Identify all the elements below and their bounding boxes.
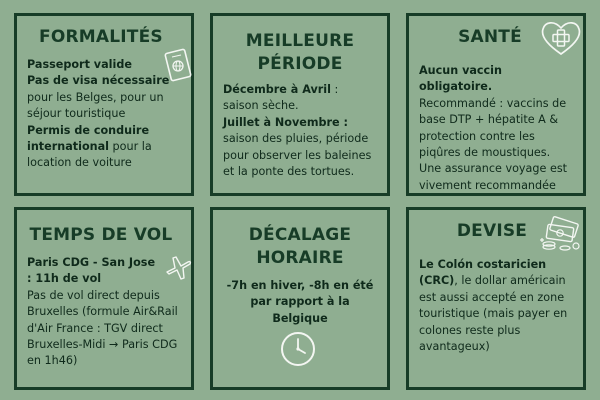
text: pour les Belges, pour un séjour touristique	[27, 90, 164, 121]
text-bold: Permis de conduire international	[27, 123, 150, 154]
clock-icon	[279, 330, 317, 368]
card-title: TEMPS DE VOL	[29, 225, 173, 245]
title-line: DÉCALAGE	[248, 225, 352, 245]
text-bold: Décembre à Avril	[223, 83, 331, 96]
text-bold: Passeport valide	[27, 58, 132, 71]
text-bold: Aucun vaccin obligatoire.	[419, 64, 502, 94]
card-body	[419, 63, 573, 194]
card-meilleure-periode	[210, 13, 390, 196]
title-line: HORAIRE	[256, 248, 344, 268]
text: pour la location de voiture	[27, 140, 152, 170]
text: saison des pluies, période pour observer les baleines et la ponte des tortues.	[223, 132, 372, 179]
card-title: FORMALITÉS	[39, 27, 163, 47]
text-bold: Le Colón costaricien (CRC)	[419, 258, 547, 288]
text-bold: Paris CDG - San Jose : 11h de vol	[27, 256, 156, 286]
card-title: SANTÉ	[458, 27, 522, 47]
text: : saison sèche.	[223, 83, 339, 113]
card-decalage-horaire	[210, 207, 390, 390]
card-title	[223, 224, 377, 270]
text-bold: Juillet à Novembre :	[223, 115, 348, 129]
text: , le dollar américain est aussi accepté en zone touristique (mais payer en colones reste plus avantageux)	[419, 274, 568, 354]
text-bold: Pas de visa nécessaire	[27, 74, 170, 88]
money-icon	[539, 216, 583, 254]
card-body	[27, 57, 181, 172]
card-formalites	[14, 13, 194, 196]
title-line: PÉRIODE	[257, 54, 343, 74]
card-temps-de-vol	[14, 207, 194, 390]
card-title: DEVISE	[456, 221, 528, 241]
card-devise	[406, 207, 586, 390]
text: Recommandé : vaccins de base DTP + hépatite A & protection contre les piqûres de moustiques. Une assurance voyage est vivement recommandée	[419, 96, 568, 192]
card-sante	[406, 13, 586, 196]
card-body	[27, 255, 181, 370]
card-body	[419, 257, 573, 355]
title-line: MEILLEURE	[245, 31, 355, 51]
card-title	[223, 30, 377, 76]
text: Pas de vol direct depuis Bruxelles (formule Air&Rail d'Air France : TGV direct Bruxelles-Midi → Paris CDG en 1h46)	[27, 288, 178, 368]
heart-cross-icon	[539, 18, 583, 58]
card-body	[223, 278, 377, 327]
card-body	[223, 82, 377, 180]
passport-icon	[163, 48, 193, 84]
text-bold: -7h en hiver, -8h en été par rapport à la Belgique	[226, 279, 374, 325]
airplane-icon	[163, 250, 193, 280]
